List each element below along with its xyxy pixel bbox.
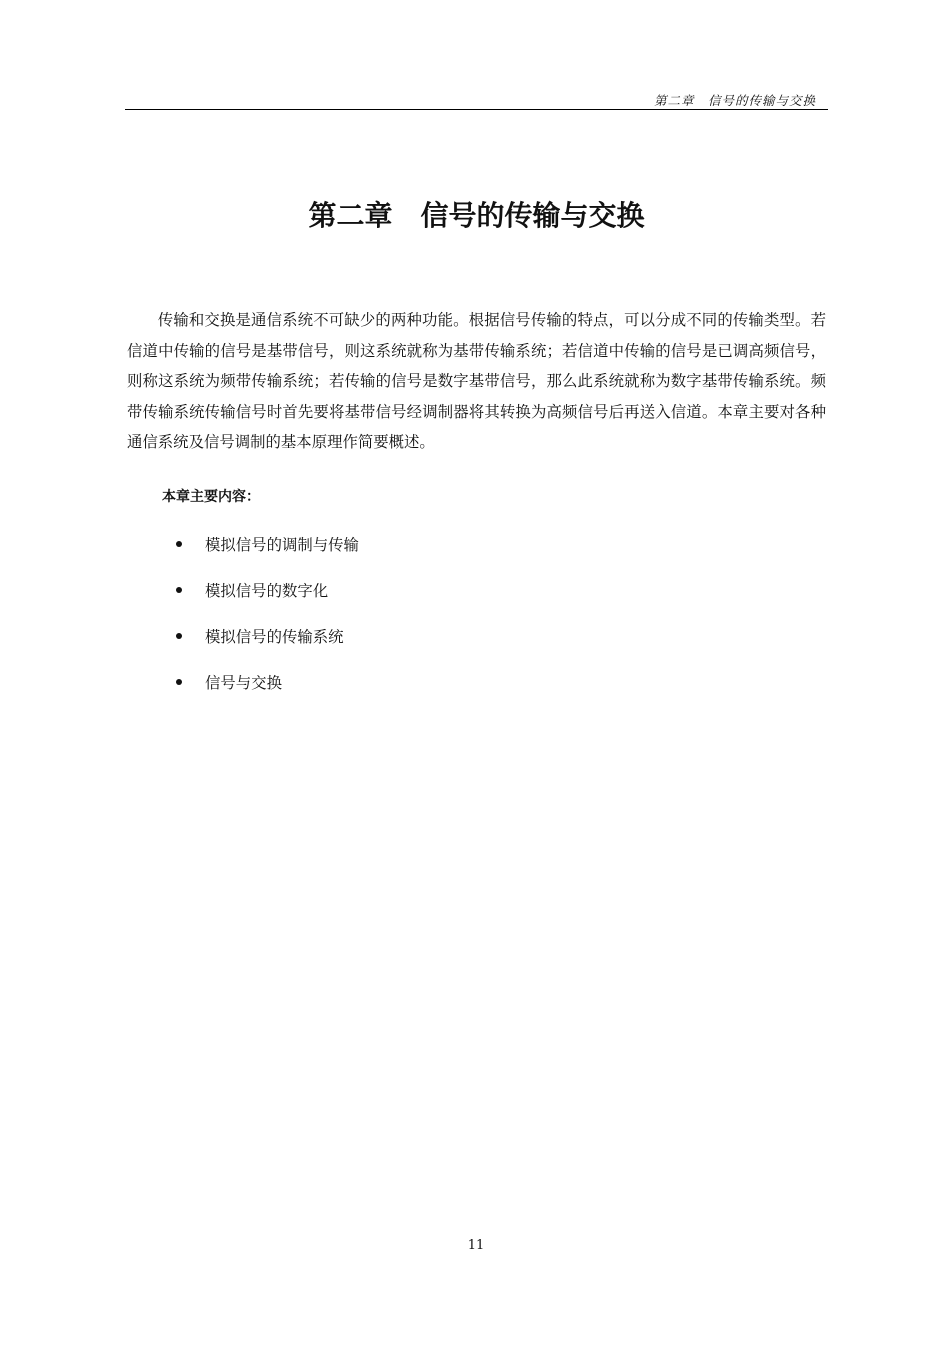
list-item [176,531,359,577]
chapter-title: 第二章 信号的传输与交换 [308,199,645,232]
contents-heading: 本章主要内容： [162,489,260,505]
page-number: 11 [467,1238,485,1253]
bullet-icon [176,633,182,639]
list-item-label: 信号与交换 [205,674,282,692]
bullet-icon [176,679,182,685]
bullet-icon [176,541,182,547]
list-item-label: 模拟信号的数字化 [205,582,329,600]
list-item-label: 模拟信号的调制与传输 [205,536,359,554]
list-item [176,623,359,669]
list-item-label: 模拟信号的传输系统 [205,628,344,646]
list-item [176,577,359,623]
intro-paragraph: 传输和交换是通信系统不可缺少的两种功能。根据信号传输的特点，可以分成不同的传输类型。若信道中传输的信号是基带信号，则这系统就称为基带传输系统；若信道中传输的信号是已调高频信号，则称这系统为频带传输系统；若传输的信号是数字基带信号，那么此系统就称为数字基带传输系统。频带传输系统传输信号时首先要将基带信号经调制器将其转换为高频信号后再送入信道。本章主要对各种通信系统及信号调制的基本原理作简要概述。 [127,311,826,451]
bullet-icon [176,587,182,593]
running-header-title: 第二章 信号的传输与交换 [653,93,816,108]
running-header [125,88,828,110]
contents-list [176,531,359,715]
list-item [176,669,359,715]
